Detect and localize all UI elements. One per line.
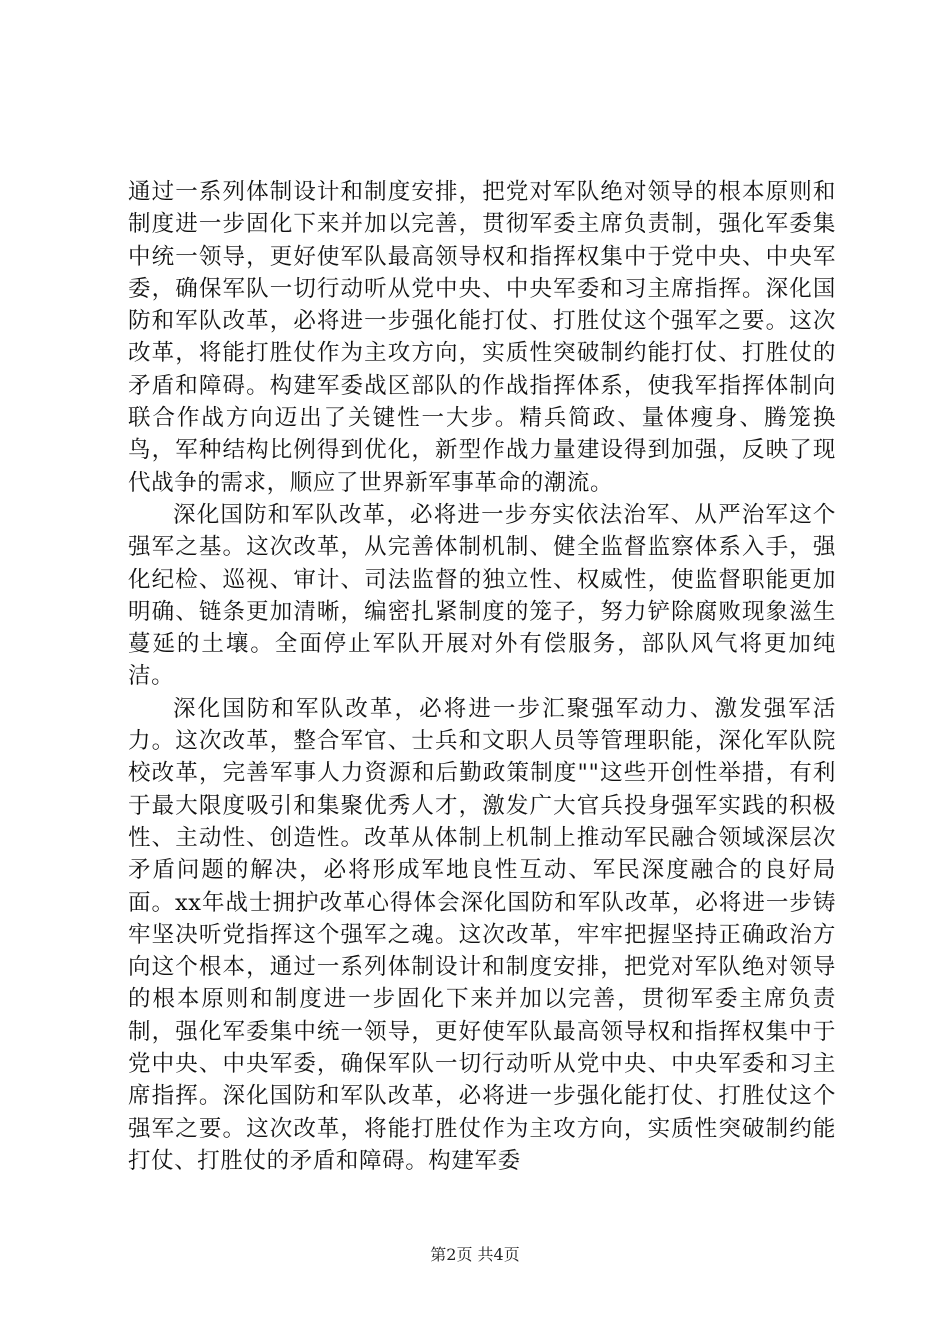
- page-number-footer: 第2页 共4页: [430, 1245, 520, 1264]
- paragraph-2: 深化国防和军队改革，必将进一步夯实依法治军、从严治军这个强军之基。这次改革，从完善体制机制、健全监督监察体系入手，强化纪检、巡视、审计、司法监督的独立性、权威性，使监督职能更加明确、链条更加清晰，编密扎紧制度的笼子，努力铲除腐败现象滋生蔓延的土壤。全面停止军队开展对外有偿服务，部队风气将更加纯洁。: [128, 501, 836, 690]
- paragraph-3: 深化国防和军队改革，必将进一步汇聚强军动力、激发强军活力。这次改革，整合军官、士兵和文职人员等管理职能，深化军队院校改革，完善军事人力资源和后勤政策制度""这些开创性举措，有利于最大限度吸引和集聚优秀人才，激发广大官兵投身强军实践的积极性、主动性、创造性。改革从体制上机制上推动军民融合领域深层次矛盾问题的解决，必将形成军地良性互动、军民深度融合的良好局面。xx年战士拥护改革心得体会深化国防和军队改革，必将进一步铸牢坚决听党指挥这个强军之魂。这次改革，牢牢把握坚持正确政治方向这个根本，通过一系列体制设计和制度安排，把党对军队绝对领导的根本原则和制度进一步固化下来并加以完善，贯彻军委主席负责制，强化军委集中统一领导，更好使军队最高领导权和指挥权集中于党中央、中央军委，确保军队一切行动听从党中央、中央军委和习主席指挥。深化国防和军队改革，必将进一步强化能打仗、打胜仗这个强军之要。这次改革，将能打胜仗作为主攻方向，实质性突破制约能打仗、打胜仗的矛盾和障碍。构建军委: [128, 695, 836, 1174]
- document-body: [128, 176, 836, 1177]
- paragraph-1: 通过一系列体制设计和制度安排，把党对军队绝对领导的根本原则和制度进一步固化下来并加以完善，贯彻军委主席负责制，强化军委集中统一领导，更好使军队最高领导权和指挥权集中于党中央、中央军委，确保军队一切行动听从党中央、中央军委和习主席指挥。深化国防和军队改革，必将进一步强化能打仗、打胜仗这个强军之要。这次改革，将能打胜仗作为主攻方向，实质性突破制约能打仗、打胜仗的矛盾和障碍。构建军委战区部队的作战指挥体系，使我军指挥体制向联合作战方向迈出了关键性一大步。精兵简政、量体瘦身、腾笼换鸟，军种结构比例得到优化，新型作战力量建设得到加强，反映了现代战争的需求，顺应了世界新军事革命的潮流。: [128, 179, 836, 496]
